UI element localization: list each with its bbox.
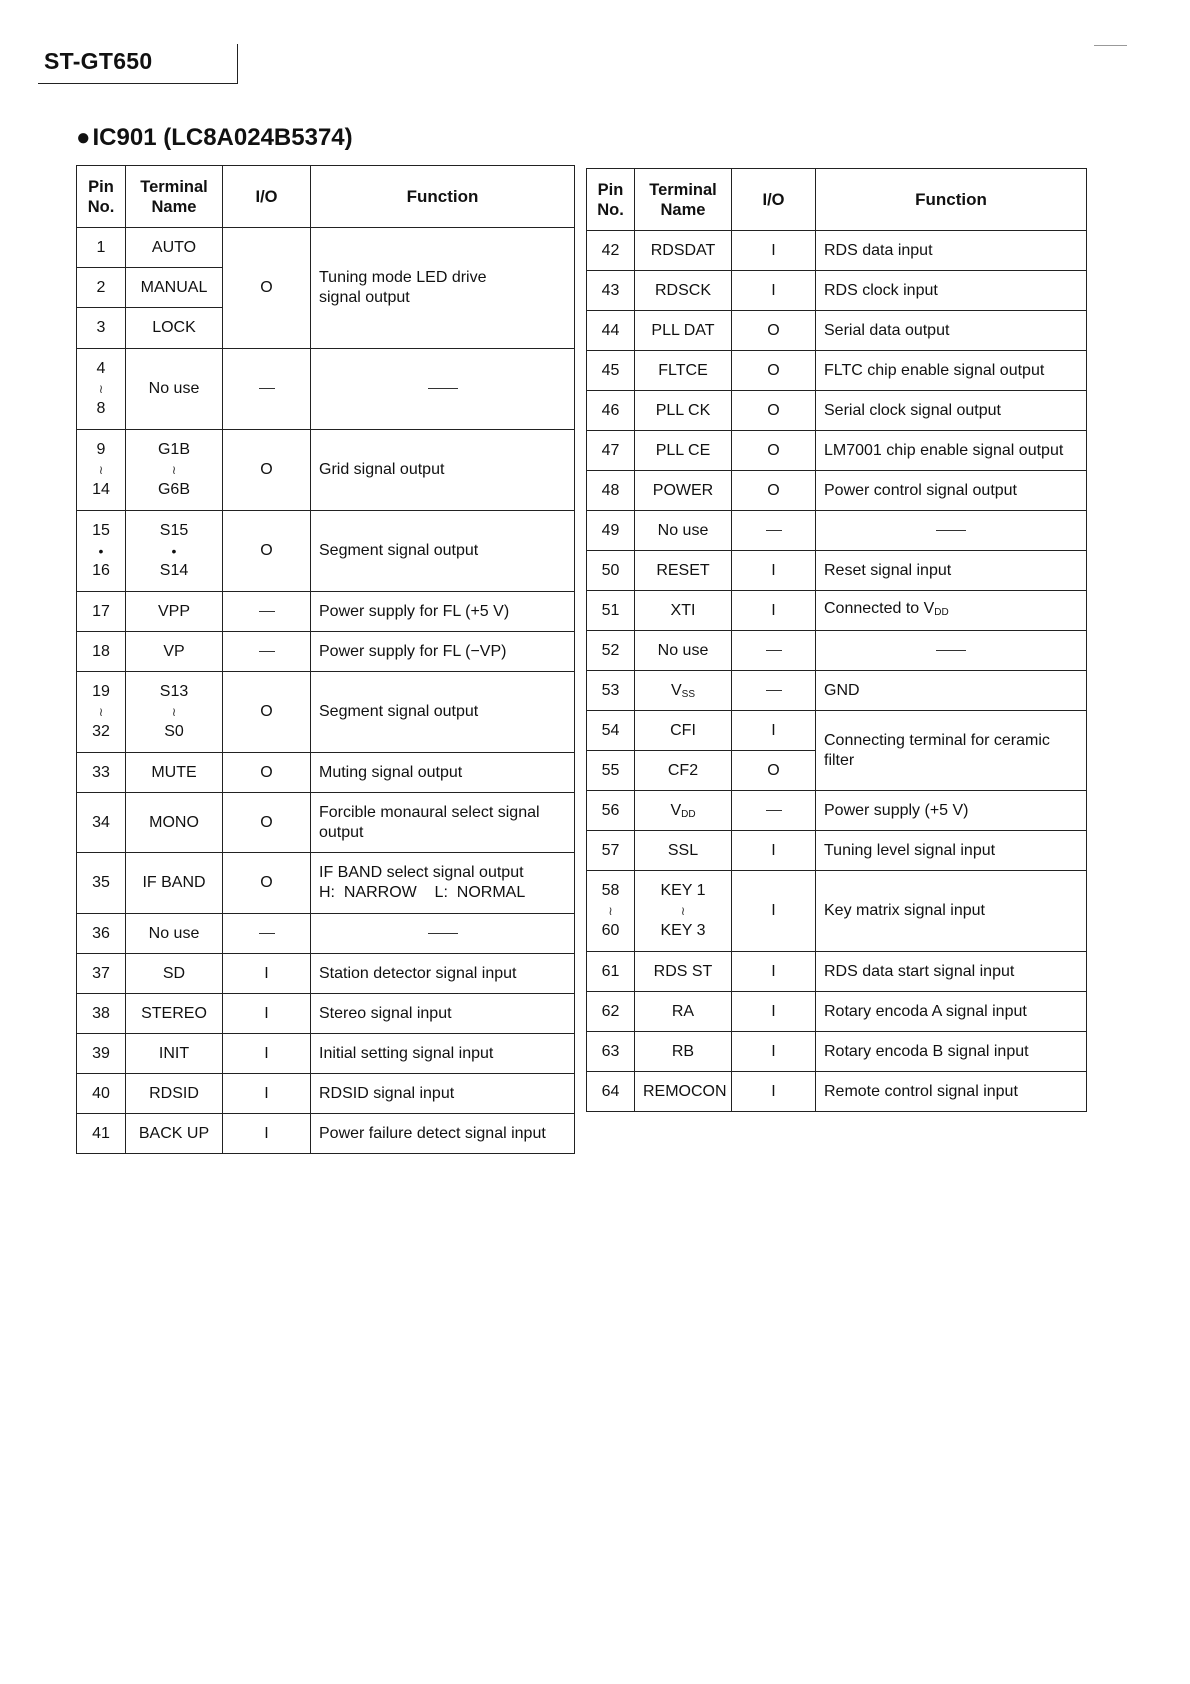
function-text: Station detector signal input — [311, 954, 575, 994]
table-header-row — [77, 166, 575, 228]
terminal-name: PLL DAT — [635, 311, 732, 351]
pin-number: 57 — [587, 831, 635, 871]
io-value: O — [223, 753, 311, 793]
table-row — [587, 311, 1087, 351]
function-text: RDS data start signal input — [816, 952, 1087, 992]
io-value: O — [223, 430, 311, 511]
function-text: Reset signal input — [816, 551, 1087, 591]
table-row — [587, 471, 1087, 511]
io-value: O — [223, 793, 311, 853]
corner-rule — [1094, 45, 1127, 46]
pin-number: 42 — [587, 231, 635, 271]
terminal-name: RB — [635, 1032, 732, 1072]
function-text: Power failure detect signal input — [311, 1114, 575, 1154]
table-row — [587, 351, 1087, 391]
table-row — [587, 231, 1087, 271]
table-row — [77, 672, 575, 753]
pin-range: 15 • 16 — [77, 511, 126, 592]
function-text: Serial clock signal output — [816, 391, 1087, 431]
pin-number: 45 — [587, 351, 635, 391]
table-row — [587, 671, 1087, 711]
dash-mark — [259, 388, 275, 389]
terminal-name: CF2 — [635, 751, 732, 791]
terminal-name: AUTO — [126, 228, 223, 268]
terminal-name-range: S15 • S14 — [126, 511, 223, 592]
table-row — [77, 632, 575, 672]
pin-number: 44 — [587, 311, 635, 351]
io-value: I — [732, 551, 816, 591]
pin-number: 51 — [587, 591, 635, 631]
terminal-name: XTI — [635, 591, 732, 631]
pin-number: 38 — [77, 994, 126, 1034]
table-row — [587, 631, 1087, 671]
terminal-name: BACK UP — [126, 1114, 223, 1154]
function-text: Key matrix signal input — [816, 871, 1087, 952]
header-terminal-name: Terminal Name — [635, 169, 732, 231]
pin-range: 9 ≀ 14 — [77, 430, 126, 511]
pin-number: 43 — [587, 271, 635, 311]
function-text — [311, 349, 575, 430]
function-text: GND — [816, 671, 1087, 711]
terminal-name: RDS ST — [635, 952, 732, 992]
terminal-name: REMOCON — [635, 1072, 732, 1112]
pin-number: 49 — [587, 511, 635, 551]
function-text: Muting signal output — [311, 753, 575, 793]
function-text: Remote control signal input — [816, 1072, 1087, 1112]
terminal-name: CFI — [635, 711, 732, 751]
terminal-name: MUTE — [126, 753, 223, 793]
table-row — [587, 431, 1087, 471]
io-value — [223, 349, 311, 430]
io-value: I — [732, 952, 816, 992]
dash-mark — [428, 933, 458, 934]
table-row — [587, 791, 1087, 831]
header-io: I/O — [732, 169, 816, 231]
io-value: O — [732, 751, 816, 791]
pin-number: 37 — [77, 954, 126, 994]
function-text: Forcible monaural select signal output — [311, 793, 575, 853]
function-text: Serial data output — [816, 311, 1087, 351]
function-text: Connected to $V_{DD}$ — [816, 591, 1087, 631]
terminal-name: VPP — [126, 592, 223, 632]
function-text: Rotary encoda A signal input — [816, 992, 1087, 1032]
terminal-name: $V_{SS}$ — [635, 671, 732, 711]
dash-mark — [259, 651, 275, 652]
terminal-name: SSL — [635, 831, 732, 871]
dash-mark — [766, 530, 782, 531]
terminal-name: SD — [126, 954, 223, 994]
io-value: I — [732, 271, 816, 311]
pin-table-left — [76, 165, 575, 1154]
io-value: O — [732, 351, 816, 391]
pin-number: 61 — [587, 952, 635, 992]
table-row — [587, 831, 1087, 871]
io-value: O — [223, 511, 311, 592]
pin-number: 54 — [587, 711, 635, 751]
terminal-name: INIT — [126, 1034, 223, 1074]
dash-mark — [259, 611, 275, 612]
terminal-name: VP — [126, 632, 223, 672]
pin-number: 48 — [587, 471, 635, 511]
terminal-name: LOCK — [126, 308, 223, 349]
table-row — [77, 430, 575, 511]
pin-number: 64 — [587, 1072, 635, 1112]
table-row — [77, 1114, 575, 1154]
table-row — [587, 952, 1087, 992]
terminal-name: MANUAL — [126, 268, 223, 308]
table-header-row — [587, 169, 1087, 231]
io-value — [732, 631, 816, 671]
io-value: O — [223, 853, 311, 914]
terminal-name: No use — [635, 511, 732, 551]
io-value: I — [732, 591, 816, 631]
pin-number: 1 — [77, 228, 126, 268]
pin-number: 47 — [587, 431, 635, 471]
bullet-icon: ● — [76, 124, 91, 151]
section-title — [76, 124, 353, 152]
pin-number: 34 — [77, 793, 126, 853]
table-row — [77, 349, 575, 430]
table-row — [77, 511, 575, 592]
terminal-name: FLTCE — [635, 351, 732, 391]
terminal-name-range: KEY 1 ≀ KEY 3 — [635, 871, 732, 952]
pin-number: 17 — [77, 592, 126, 632]
pin-range: 58 ≀ 60 — [587, 871, 635, 952]
table-row — [77, 914, 575, 954]
function-text: RDS data input — [816, 231, 1087, 271]
table-row — [587, 511, 1087, 551]
function-text: Power supply (+5 V) — [816, 791, 1087, 831]
terminal-name: MONO — [126, 793, 223, 853]
table-row — [587, 711, 1087, 751]
terminal-name: STEREO — [126, 994, 223, 1034]
terminal-name: RDSID — [126, 1074, 223, 1114]
dash-mark — [936, 530, 966, 531]
header-pin-no: Pin No. — [587, 169, 635, 231]
io-value: O — [732, 311, 816, 351]
io-value: I — [732, 992, 816, 1032]
header-io: I/O — [223, 166, 311, 228]
table-row — [77, 753, 575, 793]
terminal-name: PLL CK — [635, 391, 732, 431]
function-text: Initial setting signal input — [311, 1034, 575, 1074]
table-row — [587, 271, 1087, 311]
dash-mark — [259, 933, 275, 934]
function-text: Stereo signal input — [311, 994, 575, 1034]
dash-mark — [766, 810, 782, 811]
table-row — [77, 1074, 575, 1114]
pin-number: 3 — [77, 308, 126, 349]
dash-mark — [766, 650, 782, 651]
model-title: ST-GT650 — [44, 48, 153, 74]
function-text: Power control signal output — [816, 471, 1087, 511]
pin-number: 39 — [77, 1034, 126, 1074]
io-value: O — [732, 391, 816, 431]
io-value: O — [732, 431, 816, 471]
io-value — [223, 592, 311, 632]
io-value: O — [223, 672, 311, 753]
io-value — [732, 511, 816, 551]
io-value: I — [732, 711, 816, 751]
pin-number: 46 — [587, 391, 635, 431]
table-row — [77, 994, 575, 1034]
section-title-text: IC901 (LC8A024B5374) — [92, 124, 353, 151]
function-text: IF BAND select signal output H: NARROW L: NORMAL — [311, 853, 575, 914]
function-text — [816, 511, 1087, 551]
function-text: Rotary encoda B signal input — [816, 1032, 1087, 1072]
io-value: O — [223, 228, 311, 349]
pin-number: 36 — [77, 914, 126, 954]
io-value — [223, 632, 311, 672]
function-text: Power supply for FL (−VP) — [311, 632, 575, 672]
io-value — [223, 914, 311, 954]
table-row — [77, 954, 575, 994]
pin-number: 52 — [587, 631, 635, 671]
io-value: I — [732, 831, 816, 871]
terminal-name-range: G1B ≀ G6B — [126, 430, 223, 511]
table-row — [77, 793, 575, 853]
pin-number: 53 — [587, 671, 635, 711]
pin-number: 18 — [77, 632, 126, 672]
terminal-name: IF BAND — [126, 853, 223, 914]
table-row — [587, 1072, 1087, 1112]
table-row — [77, 228, 575, 268]
function-text: Connecting terminal for ceramic filter — [816, 711, 1087, 791]
io-value: I — [223, 994, 311, 1034]
terminal-name: No use — [635, 631, 732, 671]
function-text: RDS clock input — [816, 271, 1087, 311]
pin-range: 4 ≀ 8 — [77, 349, 126, 430]
function-text: Tuning mode LED drive signal output — [311, 228, 575, 349]
pin-number: 56 — [587, 791, 635, 831]
pin-number: 33 — [77, 753, 126, 793]
terminal-name: $V_{DD}$ — [635, 791, 732, 831]
io-value: I — [732, 231, 816, 271]
pin-number: 50 — [587, 551, 635, 591]
io-value: I — [223, 1034, 311, 1074]
table-row — [587, 871, 1087, 952]
table-row — [77, 853, 575, 914]
header-terminal-name: Terminal Name — [126, 166, 223, 228]
function-text — [816, 631, 1087, 671]
dash-mark — [766, 690, 782, 691]
table-row — [77, 592, 575, 632]
io-value: I — [732, 871, 816, 952]
pin-number: 2 — [77, 268, 126, 308]
function-text: Grid signal output — [311, 430, 575, 511]
function-text: FLTC chip enable signal output — [816, 351, 1087, 391]
function-text: Segment signal output — [311, 511, 575, 592]
dash-mark — [936, 650, 966, 651]
terminal-name: RDSCK — [635, 271, 732, 311]
table-row — [587, 1032, 1087, 1072]
io-value: I — [223, 1074, 311, 1114]
header-pin-no: Pin No. — [77, 166, 126, 228]
header-function: Function — [816, 169, 1087, 231]
io-value: O — [732, 471, 816, 511]
pin-number: 62 — [587, 992, 635, 1032]
pin-table-right — [586, 168, 1087, 1112]
terminal-name: RDSDAT — [635, 231, 732, 271]
table-row — [587, 992, 1087, 1032]
terminal-name: RA — [635, 992, 732, 1032]
io-value: I — [732, 1032, 816, 1072]
terminal-name-range: S13 ≀ S0 — [126, 672, 223, 753]
table-row — [77, 1034, 575, 1074]
terminal-name: No use — [126, 349, 223, 430]
table-row — [587, 551, 1087, 591]
table-row — [587, 591, 1087, 631]
io-value — [732, 671, 816, 711]
pin-number: 35 — [77, 853, 126, 914]
function-text: RDSID signal input — [311, 1074, 575, 1114]
pin-number: 63 — [587, 1032, 635, 1072]
terminal-name: No use — [126, 914, 223, 954]
dash-mark — [428, 388, 458, 389]
pin-range: 19 ≀ 32 — [77, 672, 126, 753]
function-text: Segment signal output — [311, 672, 575, 753]
terminal-name: POWER — [635, 471, 732, 511]
function-text: LM7001 chip enable signal output — [816, 431, 1087, 471]
pin-number: 41 — [77, 1114, 126, 1154]
function-text: Tuning level signal input — [816, 831, 1087, 871]
terminal-name: RESET — [635, 551, 732, 591]
io-value: I — [223, 954, 311, 994]
io-value: I — [223, 1114, 311, 1154]
table-row — [587, 391, 1087, 431]
header-function: Function — [311, 166, 575, 228]
io-value: I — [732, 1072, 816, 1112]
pin-number: 40 — [77, 1074, 126, 1114]
terminal-name: PLL CE — [635, 431, 732, 471]
function-text — [311, 914, 575, 954]
function-text: Power supply for FL (+5 V) — [311, 592, 575, 632]
pin-number: 55 — [587, 751, 635, 791]
io-value — [732, 791, 816, 831]
